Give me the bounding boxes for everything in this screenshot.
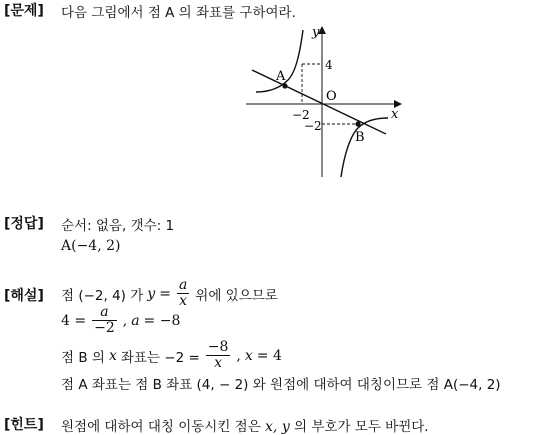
- hyperbola-branch-lower-right: [341, 118, 388, 177]
- explanation-line-3-text-c: ,: [236, 347, 241, 364]
- explanation-line-3-fraction: [206, 340, 231, 371]
- explanation-line-3-var-x2: x: [244, 347, 253, 364]
- fraction-denominator: −2: [94, 320, 115, 336]
- answer-line-1: 순서: 없음, 갯수: 1: [61, 218, 175, 234]
- hint-tag: [힌트]: [4, 417, 44, 433]
- explanation-line-3-var-x: x: [108, 347, 117, 364]
- explanation-line-2-comma: ,: [122, 312, 128, 329]
- x-axis-label: x: [391, 107, 399, 122]
- answer-tag: [정답]: [4, 216, 44, 232]
- explanation-line-1-var-y: y: [147, 285, 156, 302]
- hint-text: [61, 415, 429, 435]
- fraction-numerator: a: [92, 305, 117, 321]
- origin-label: O: [326, 89, 337, 104]
- answer-line-2: A(−4, 2): [61, 238, 121, 254]
- fraction-denominator: x: [179, 293, 188, 309]
- explanation-line-2-text-a: 4 =: [61, 312, 87, 329]
- explanation-line-4: 점 A 좌표는 점 B 좌표 (4, − 2) 와 원점에 대하여 대칭이므로 점 A(−4, 2): [61, 377, 501, 393]
- explanation-tag: [해설]: [4, 288, 44, 304]
- fraction-numerator: −8: [207, 339, 229, 355]
- tick-label-y-4: 4: [325, 58, 333, 72]
- tick-label-x-neg2: −2: [292, 108, 310, 122]
- explanation-line-2: [61, 305, 180, 336]
- point-b-label: B: [355, 130, 365, 145]
- point-a-label: A: [276, 69, 286, 84]
- problem-text: 다음 그림에서 점 A 의 좌표를 구하여라.: [61, 5, 296, 21]
- explanation-line-2-fraction: [92, 305, 117, 336]
- hint-text-a: 원점에 대하여 대칭 이동시킨 점은: [61, 419, 266, 435]
- explanation-line-3-text-b: 좌표는 −2 =: [120, 349, 200, 366]
- explanation-line-1-text-a: 점 (−2, 4) 가: [61, 287, 144, 304]
- tick-label-y-neg2: −2: [304, 119, 322, 133]
- y-axis-label: y: [312, 25, 320, 40]
- problem-tag: [문제]: [4, 3, 44, 19]
- fraction-numerator: a: [178, 277, 188, 293]
- explanation-line-3-text-a: 점 B 의: [61, 349, 105, 366]
- explanation-line-2-text-c: = −8: [143, 312, 181, 329]
- hyperbola-figure: [240, 22, 410, 182]
- hint-text-b: 의 부호가 모두 바뀐다.: [289, 419, 429, 435]
- explanation-line-2-var-a: a: [131, 312, 140, 329]
- hint-vars: x, y: [265, 419, 290, 435]
- explanation-line-3: [61, 340, 282, 371]
- point-b: [355, 121, 360, 126]
- explanation-line-1-equals: =: [159, 285, 171, 302]
- explanation-line-3-text-d: = 4: [256, 347, 282, 364]
- explanation-line-1-text-b: 위에 있으므로: [195, 287, 278, 304]
- fraction-denominator: x: [214, 355, 223, 371]
- point-a: [282, 83, 287, 88]
